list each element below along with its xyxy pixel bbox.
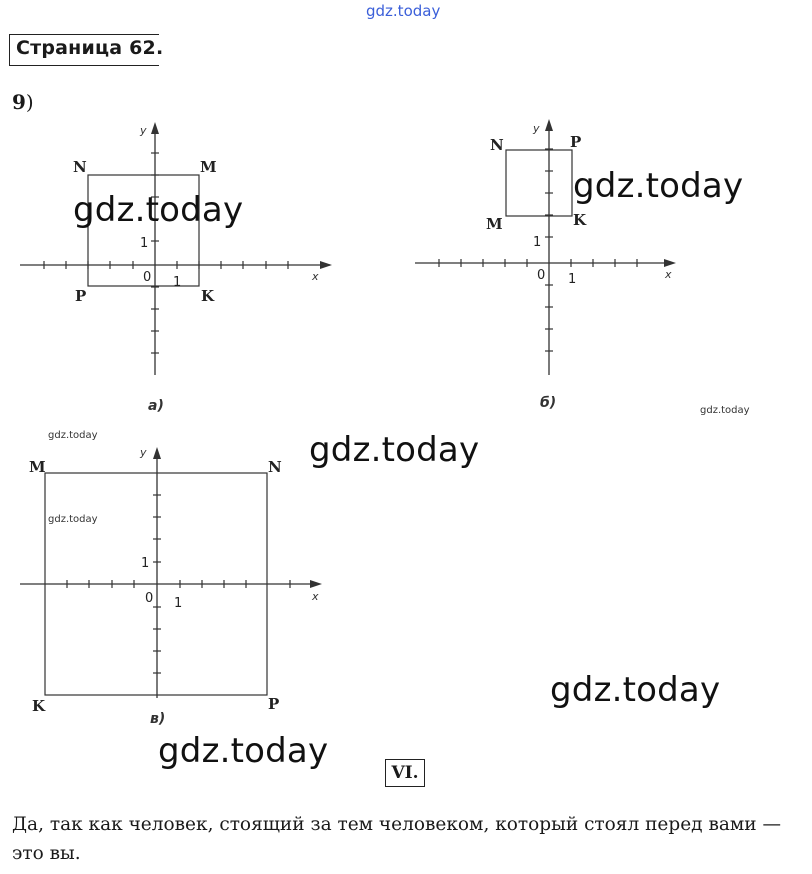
graph-b — [400, 110, 690, 420]
graph-c-x-label: x — [312, 590, 319, 603]
graph-a-y-arrow — [151, 122, 159, 134]
watermark-small-2: gdz.today — [48, 430, 98, 441]
graph-a-ticks — [44, 153, 288, 353]
graph-a — [0, 110, 360, 420]
graph-b-point-P: P — [570, 133, 582, 151]
watermark-1: gdz.today — [73, 190, 244, 230]
graph-b-point-N: N — [490, 136, 504, 154]
graph-c — [0, 430, 340, 730]
graph-b-origin: 0 — [537, 268, 546, 283]
graph-b-unit-x: 1 — [568, 272, 577, 287]
graph-b-x-label: x — [665, 268, 672, 281]
graph-a-point-M: M — [200, 158, 217, 176]
graph-a-unit-x: 1 — [173, 275, 182, 290]
watermark-4: gdz.today — [550, 670, 721, 710]
watermark-3: gdz.today — [309, 430, 480, 470]
graph-a-x-arrow — [320, 261, 332, 269]
graph-a-point-P: P — [75, 287, 87, 305]
graph-b-y-label: y — [533, 122, 540, 135]
page-title: Страница 62. — [16, 37, 164, 59]
graph-b-unit-y: 1 — [533, 235, 542, 250]
graph-b-y-arrow — [545, 119, 553, 131]
graph-a-point-N: N — [73, 158, 87, 176]
task-number-paren: ) — [25, 90, 34, 114]
graph-c-caption: в) — [150, 711, 166, 727]
graph-c-unit-y: 1 — [141, 556, 150, 571]
graph-b-rectangle — [506, 150, 572, 216]
task-number-value: 9 — [12, 90, 26, 114]
graph-c-point-P: P — [268, 695, 280, 713]
graph-a-origin: 0 — [143, 270, 152, 285]
graph-a-caption: а) — [148, 398, 164, 414]
graph-c-point-M: M — [29, 458, 46, 476]
graph-b-point-M: M — [486, 215, 503, 233]
graph-c-x-arrow — [310, 580, 322, 588]
section-label: VI. — [385, 759, 425, 787]
graph-c-origin: 0 — [145, 591, 154, 606]
graph-c-y-arrow — [153, 447, 161, 459]
graph-c-point-K: K — [32, 697, 46, 715]
watermark-top: gdz.today — [366, 2, 441, 20]
graph-a-point-K: K — [201, 287, 215, 305]
watermark-5: gdz.today — [158, 731, 329, 771]
watermark-small-3: gdz.today — [48, 514, 98, 525]
graph-a-y-label: y — [140, 124, 147, 137]
graph-a-x-label: x — [312, 270, 319, 283]
answer-text: Да, так как человек, стоящий за тем человеком, который стоял перед вами — это вы. — [12, 814, 781, 864]
graph-b-point-K: K — [573, 211, 587, 229]
graph-c-y-label: y — [140, 446, 147, 459]
graph-a-unit-y: 1 — [140, 236, 149, 251]
graph-c-unit-x: 1 — [174, 596, 183, 611]
graph-b-x-arrow — [664, 259, 676, 267]
graph-c-point-N: N — [268, 458, 282, 476]
watermark-2: gdz.today — [573, 166, 744, 206]
graph-b-caption: б) — [540, 395, 557, 411]
watermark-small-1: gdz.today — [700, 405, 750, 416]
